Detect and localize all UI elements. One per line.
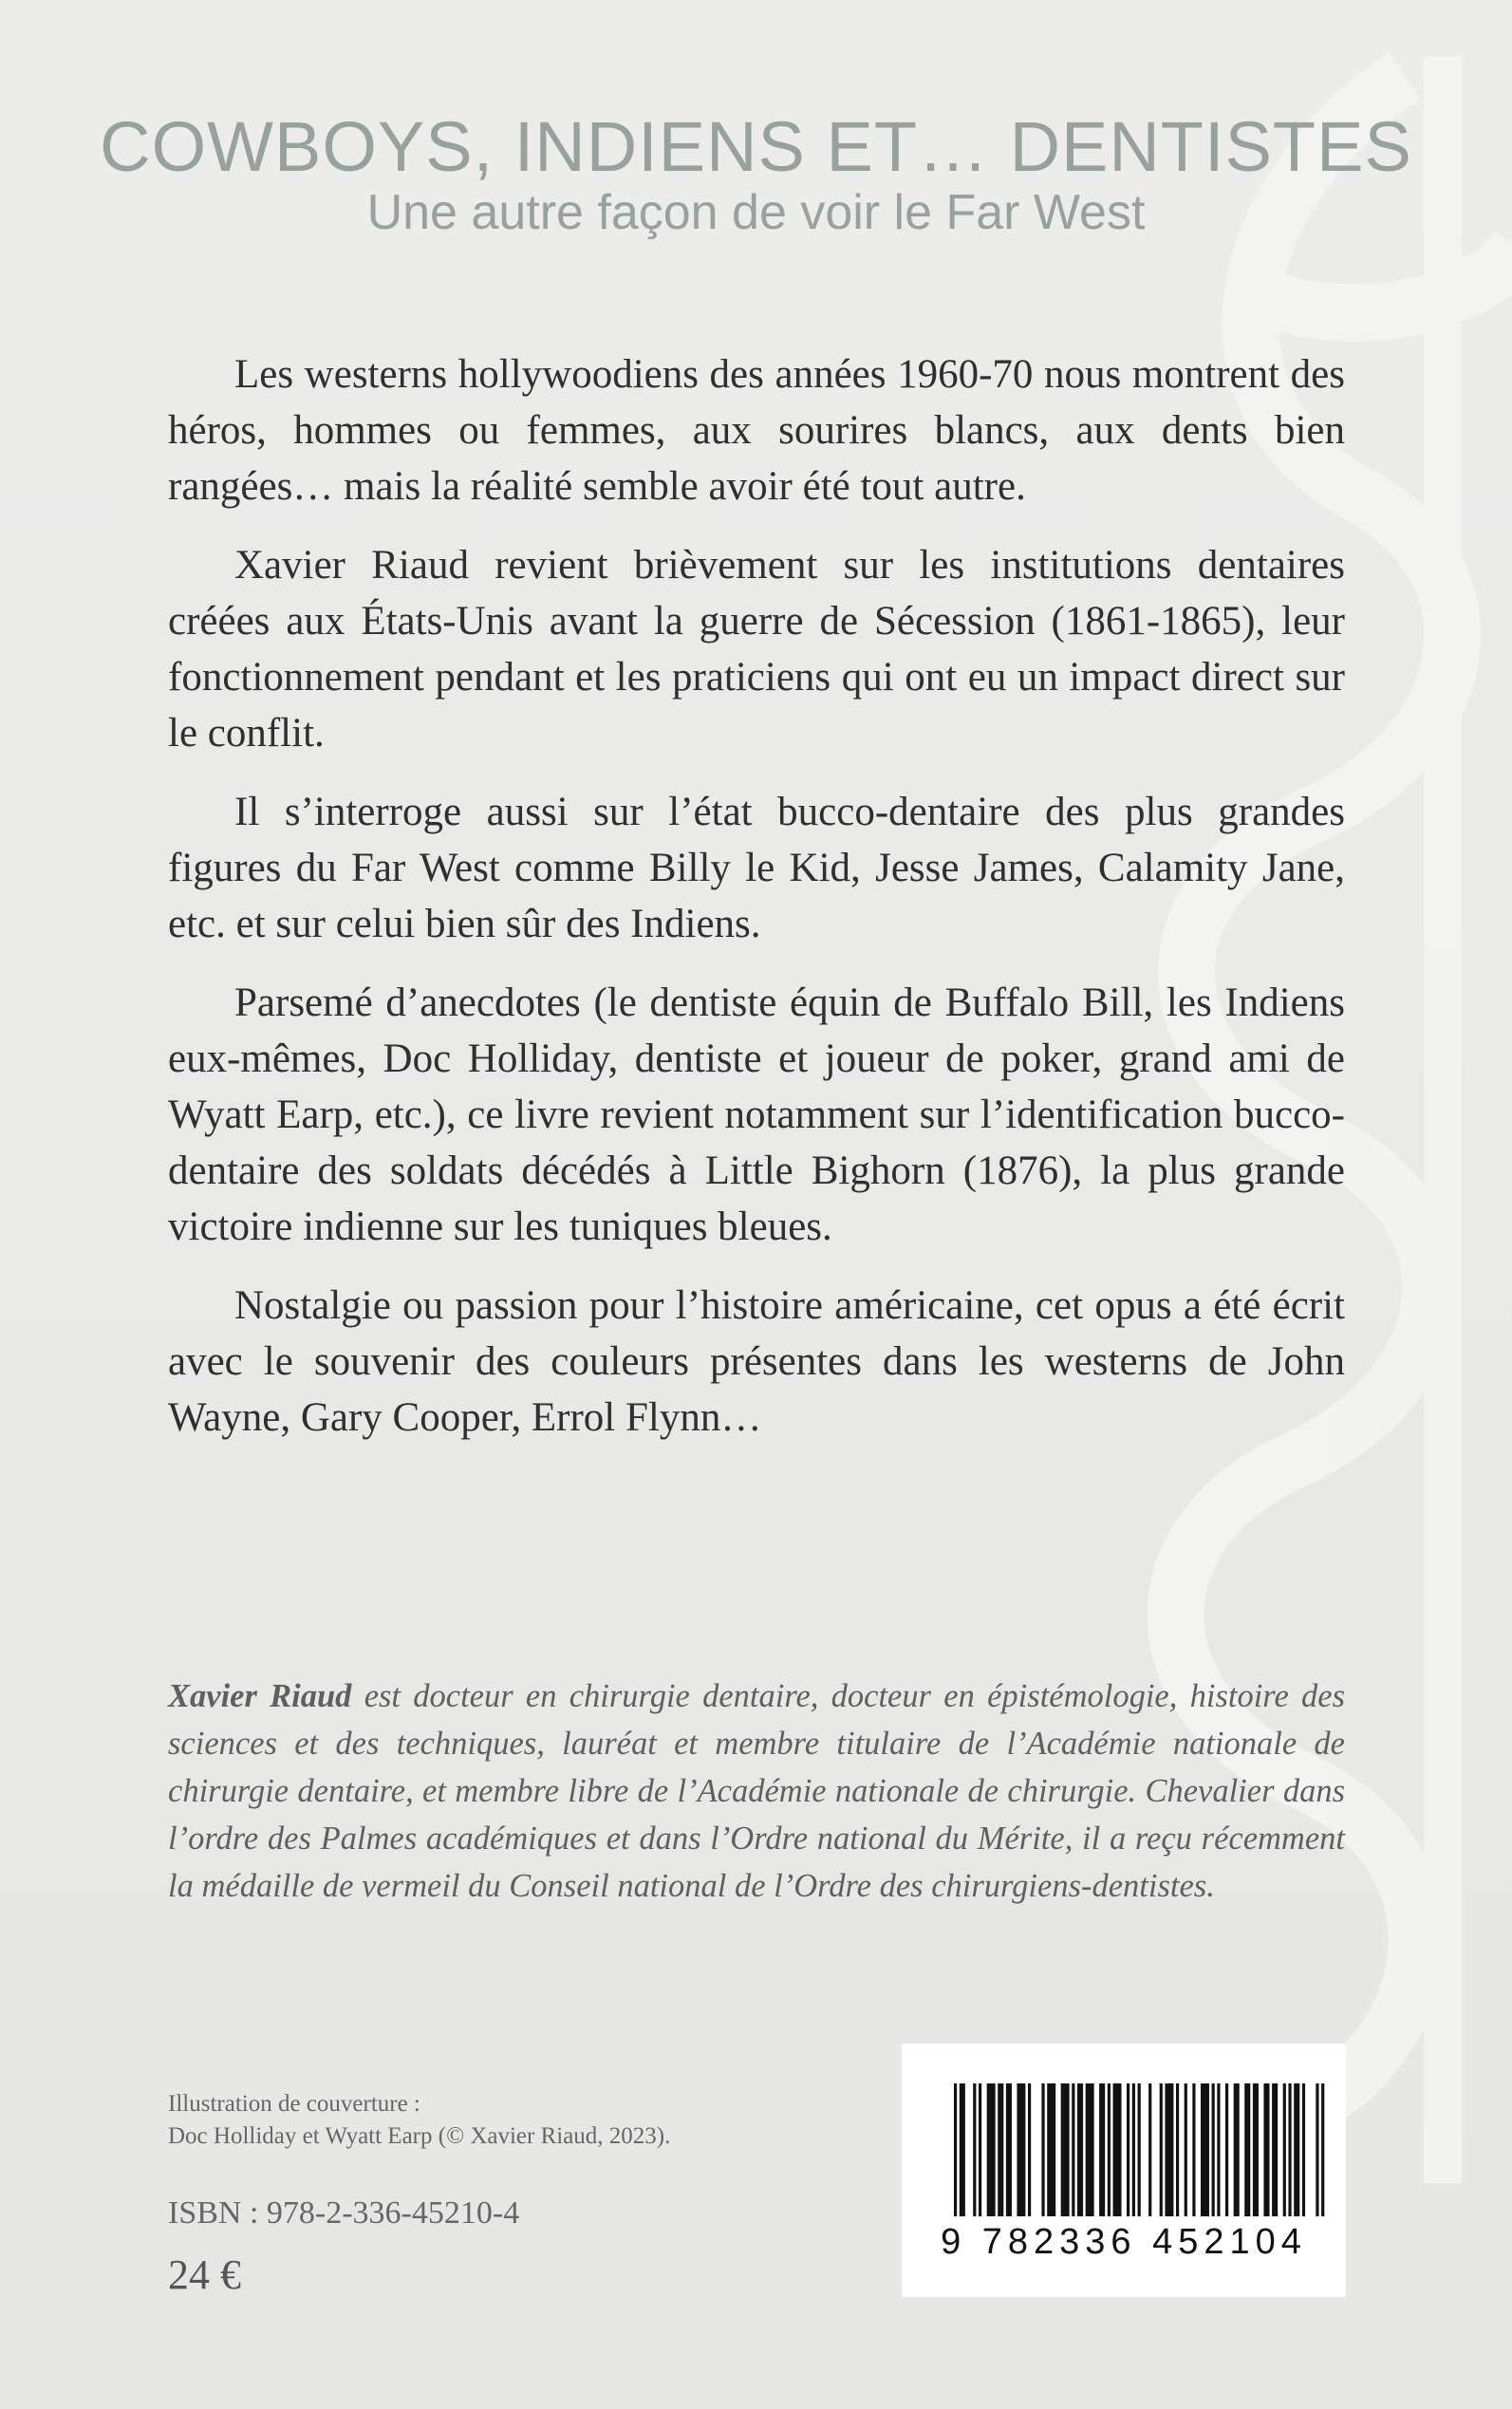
barcode <box>902 2044 1346 2297</box>
barcode-bar <box>979 2083 981 2216</box>
barcode-bar <box>1170 2083 1173 2216</box>
barcode-bar <box>1108 2083 1111 2216</box>
barcode-bar <box>1077 2083 1080 2216</box>
barcode-bar <box>1086 2083 1089 2216</box>
barcode-bar <box>1321 2083 1324 2216</box>
blurb-paragraph: Il s’interroge aussi sur l’état bucco-dentaire des plus grandes figures du Far West comme Billy le Kid, Jesse James, Calamity Jane, etc. et sur celui bien sûr des Indiens. <box>168 790 1345 946</box>
barcode-bar <box>1253 2083 1256 2216</box>
barcode-bar <box>1167 2083 1170 2216</box>
author-bio <box>168 1672 1345 1910</box>
barcode-bar <box>1212 2083 1215 2216</box>
barcode-bar <box>1225 2083 1228 2216</box>
barcode-bar <box>1272 2083 1275 2216</box>
barcode-bar <box>1127 2083 1129 2216</box>
barcode-bar <box>1115 2083 1118 2216</box>
barcode-bar <box>1000 2083 1003 2216</box>
barcode-bar <box>1064 2083 1067 2216</box>
barcode-bar <box>962 2083 965 2216</box>
barcode-bar <box>1266 2083 1269 2216</box>
book-subtitle: Une autre façon de voir le Far West <box>366 185 1146 240</box>
barcode-bar <box>1019 2083 1022 2216</box>
barcode-bar <box>1234 2083 1237 2216</box>
barcode-bar <box>1185 2083 1187 2216</box>
blurb-paragraph: Xavier Riaud revient brièvement sur les institutions dentaires créées aux États-Unis avant la guerre de Sécession (1861-1865), leur fonctionnement pendant et les praticiens qui ont eu un impact direct sur le conflit. <box>168 543 1345 756</box>
author-name: Xavier Riaud <box>168 1678 352 1714</box>
barcode-bar <box>1080 2083 1083 2216</box>
barcode-bar <box>1061 2083 1064 2216</box>
credits-value: Doc Holliday et Wyatt Earp (© Xavier Riaud, 2023). <box>168 2123 671 2149</box>
barcode-bar <box>998 2083 1000 2216</box>
barcode-bar <box>1006 2083 1009 2216</box>
barcode-bars <box>902 2044 1346 2224</box>
barcode-bar <box>1091 2083 1093 2216</box>
blurb-paragraph: Parsemé d’anecdotes (le dentiste équin de Buffalo Bill, les Indiens eux-mêmes, Doc Holliday, dentiste et joueur de poker, grand ami de Wyatt Earp, etc.), ce livre revient notamment sur l’identification bucco-dentaire des soldats décédés à Little Bighorn (1876), la plus grande victoire indienne sur les tuniques bleues. <box>168 980 1345 1249</box>
barcode-bar <box>1247 2083 1250 2216</box>
barcode-bar <box>1009 2083 1012 2216</box>
book-title: COWBOYS, INDIENS ET… DENTISTES <box>100 107 1412 186</box>
barcode-bar <box>1192 2083 1195 2216</box>
barcode-bar <box>1201 2083 1204 2216</box>
barcode-bar <box>1244 2083 1247 2216</box>
barcode-bar <box>987 2083 990 2216</box>
barcode-bar <box>1204 2083 1206 2216</box>
barcode-bar <box>1099 2083 1102 2216</box>
barcode-bar <box>960 2083 962 2216</box>
barcode-bar <box>1283 2083 1286 2216</box>
barcode-bar <box>954 2083 957 2216</box>
credits-label: Illustration de couverture : <box>168 2091 420 2117</box>
barcode-bar <box>973 2083 976 2216</box>
blurb <box>168 346 1345 1468</box>
barcode-bar <box>1132 2083 1135 2216</box>
barcode-bar <box>1102 2083 1105 2216</box>
barcode-bar <box>1206 2083 1209 2216</box>
barcode-bar <box>1053 2083 1055 2216</box>
blurb-paragraph: Nostalgie ou passion pour l’histoire américaine, cet opus a été écrit avec le souvenir des couleurs présentes dans les westerns de John Wayne, Gary Cooper, Errol Flynn… <box>168 1283 1345 1440</box>
barcode-bar <box>1275 2083 1278 2216</box>
barcode-bar <box>1256 2083 1259 2216</box>
blurb-paragraph: Les westerns hollywoodiens des années 1960-70 nous montrent des héros, hommes ou femmes, aux sourires blancs, aux dents bien rangées… mais la réalité semble avoir été tout autre. <box>168 352 1345 509</box>
barcode-bar <box>1089 2083 1092 2216</box>
barcode-bar <box>1138 2083 1141 2216</box>
barcode-bar <box>1165 2083 1167 2216</box>
barcode-bar <box>1297 2083 1299 2216</box>
barcode-bar <box>1066 2083 1069 2216</box>
barcode-bar <box>990 2083 993 2216</box>
isbn: ISBN : 978-2-336-45210-4 <box>168 2195 520 2231</box>
barcode-bar <box>1050 2083 1053 2216</box>
barcode-bar <box>1302 2083 1305 2216</box>
barcode-bar <box>1028 2083 1031 2216</box>
price: 24 € <box>168 2251 241 2298</box>
cover-credits <box>168 2088 670 2153</box>
barcode-bar <box>992 2083 995 2216</box>
barcode-bar <box>1288 2083 1291 2216</box>
barcode-bar <box>1263 2083 1266 2216</box>
barcode-bar <box>1072 2083 1074 2216</box>
barcode-bar <box>1160 2083 1163 2216</box>
barcode-bar <box>1022 2083 1025 2216</box>
barcode-bar <box>1316 2083 1318 2216</box>
barcode-bar <box>1047 2083 1050 2216</box>
barcode-bar <box>1113 2083 1116 2216</box>
barcode-bar <box>1294 2083 1297 2216</box>
author-bio-text: est docteur en chirurgie dentaire, docteur en épistémologie, histoire des sciences et des techniques, lauréat et membre titulaire de l’Académie nationale de chirurgie dentaire, et membre libre de l’Académie nationale de chirurgie. Chevalier dans l’ordre des Palmes académiques et dans l’Ordre national du Mérite, il a reçu récemment la médaille de vermeil du Conseil national de l’Ordre des chirurgiens-dentistes. <box>168 1678 1345 1904</box>
barcode-bar <box>1217 2083 1220 2216</box>
barcode-bar <box>1237 2083 1240 2216</box>
barcode-bar <box>1118 2083 1121 2216</box>
barcode-digits: 9 782336 452104 <box>941 2222 1307 2262</box>
barcode-bar <box>1017 2083 1019 2216</box>
barcode-bar <box>1041 2083 1044 2216</box>
barcode-bar <box>1148 2083 1151 2216</box>
barcode-bar <box>1176 2083 1179 2216</box>
